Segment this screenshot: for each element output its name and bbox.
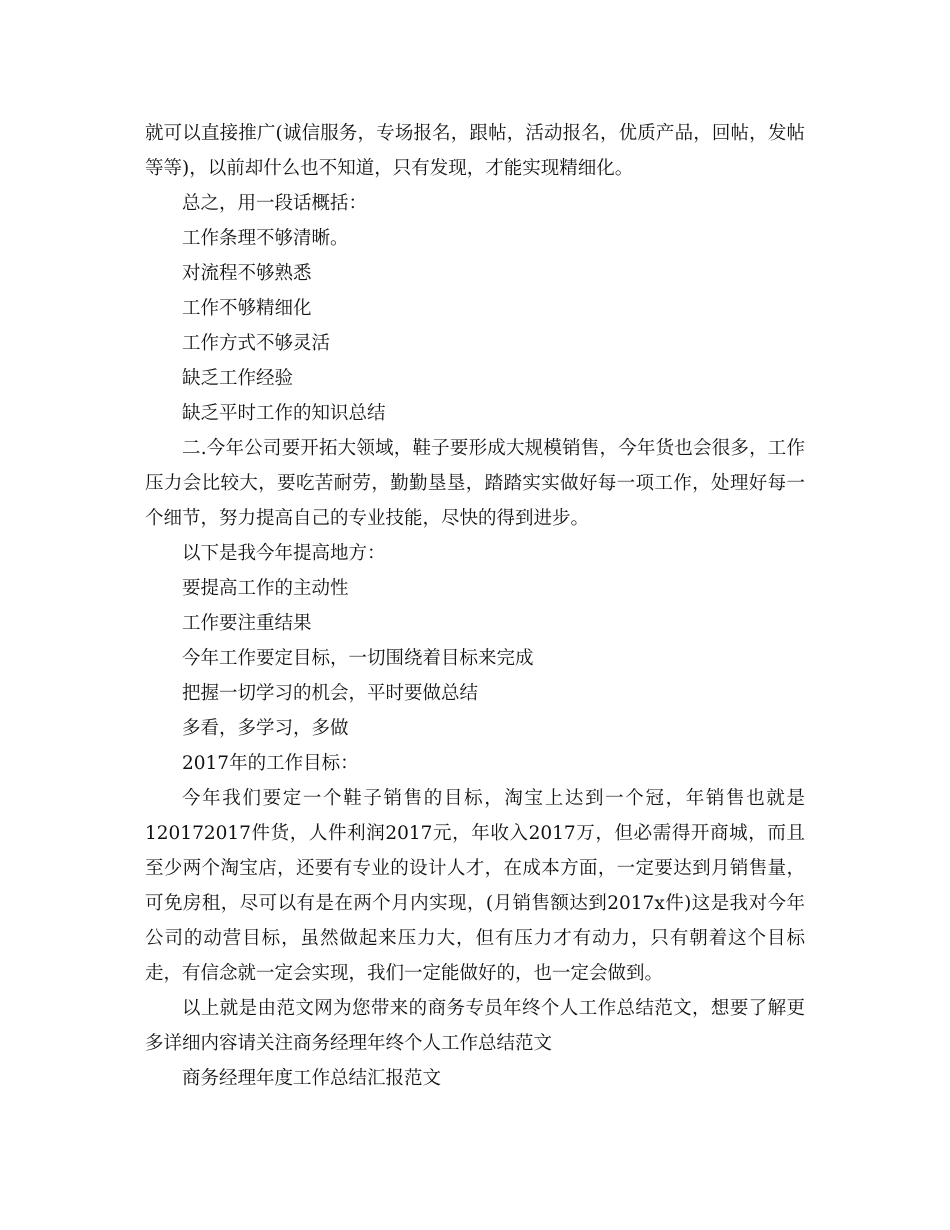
paragraph-closing: 以上就是由范文网为您带来的商务专员年终个人工作总结范文，想要了解更多详细内容请关注商务经理年终个人工作总结范文: [145, 998, 805, 1054]
list-item: 缺乏平时工作的知识总结: [182, 403, 386, 424]
paragraph-section-two: 二.今年公司要开拓大领域，鞋子要形成大规模销售，今年货也会很多，工作压力会比较大，要吃苦耐劳，勤勤垦垦，踏踏实实做好每一项工作，处理好每一个细节，努力提高自己的专业技能，尽快的得到进步。: [145, 438, 805, 529]
list-item: 把握一切学习的机会，平时要做总结: [182, 683, 479, 704]
paragraph-goals-heading: 2017年的工作目标：: [182, 753, 359, 774]
list-item: 工作不够精细化: [182, 298, 312, 319]
paragraph-summary-intro: 总之，用一段话概括：: [182, 193, 368, 214]
document-body: [145, 116, 805, 1096]
paragraph-related-title: 商务经理年度工作总结汇报范文: [182, 1068, 442, 1089]
list-item: 今年工作要定目标，一切围绕着目标来完成: [182, 648, 534, 669]
list-item: 缺乏工作经验: [182, 368, 294, 389]
list-item: 工作方式不够灵活: [182, 333, 331, 354]
paragraph-goals-body: 今年我们要定一个鞋子销售的目标，淘宝上达到一个冠，年销售也就是120172017件货，人件利润2017元，年收入2017万，但必需得开商城，而且至少两个淘宝店，还要有专业的设计人才，在成本方面，一定要达到月销售量，可免房租，尽可以有是在两个月内实现，(月销售额达到2017x件)这是我对今年公司的动营目标，虽然做起来压力大，但有压力才有动力，只有朝着这个目标走，有信念就一定会实现，我们一定能做好的，也一定会做到。: [145, 788, 805, 984]
list-item: 要提高工作的主动性: [182, 578, 349, 599]
list-item: 对流程不够熟悉: [182, 263, 312, 284]
paragraph-improvements-intro: 以下是我今年提高地方：: [182, 543, 386, 564]
list-item: 工作条理不够清晰。: [182, 228, 349, 249]
paragraph-continued: 就可以直接推广(诚信服务，专场报名，跟帖，活动报名，优质产品，回帖，发帖等等)，以前却什么也不知道，只有发现，才能实现精细化。: [145, 123, 805, 179]
list-item: 工作要注重结果: [182, 613, 312, 634]
list-item: 多看，多学习，多做: [182, 718, 349, 739]
